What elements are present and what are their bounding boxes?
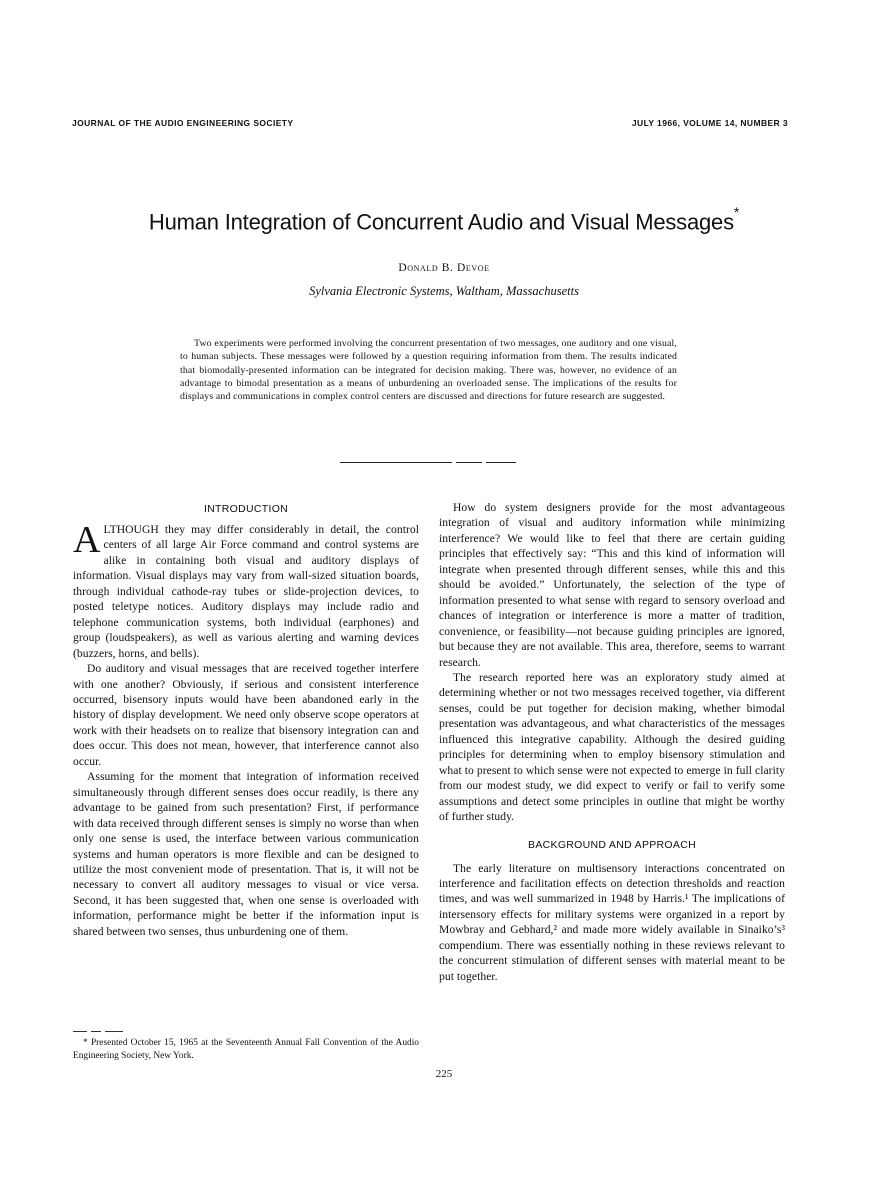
section-heading-background: BACKGROUND AND APPROACH xyxy=(528,838,696,851)
paragraph: How do system designers provide for the most advantageous integration of visual and auditory information while minimizing interference? We would like to feel that there are certain guiding principles that effectively say: “This and this kind of information will integrate when presented through different senses, while this and this should be avoided.” Unfortunately, the selection of the type of information presented to what sense with regard to sensory overload and chances of integration or interference is more a matter of tradition, convenience, or feasibility—not because guiding principles are ignored, but because they are not available. This area, therefore, seems to warrant research. xyxy=(439,501,785,669)
footnote-rule xyxy=(73,1031,123,1032)
page-number: 225 xyxy=(435,1068,453,1080)
paragraph-text: LTHOUGH they may differ considerably in detail, the control centers of all large Air Force command and control systems are alike in containing both visual and auditory displays of information. Visual displays may vary from wall-sized situation boards, through individual cathode-ray tubes or slide-projection devices, to posted teletype notices. Auditory displays may include radio and telephone communication systems, both individual (earphones) and group (loudspeakers), as well as various alerting and warning devices (buzzers, horns, and bells). xyxy=(73,523,419,660)
left-column xyxy=(73,503,419,939)
journal-name: JOURNAL OF THE AUDIO ENGINEERING SOCIETY xyxy=(72,118,294,128)
title-footnote-mark: * xyxy=(733,204,740,220)
paper-title-text: Human Integration of Concurrent Audio and Visual Messages xyxy=(148,209,734,235)
footnote: * Presented October 15, 1965 at the Seventeenth Annual Fall Convention of the Audio Engineering Society, New York. xyxy=(73,1038,419,1061)
section-divider xyxy=(340,462,516,463)
paragraph: Do auditory and visual messages that are received together interfere with one another? Obviously, if serious and consistent interference occurred, bisensory inputs would have been abandoned early in the history of display development. We need only observe scope operators at work with their headsets on to realize that bisensory integration can and does occur. This does not mean, however, that interference cannot also occur. xyxy=(73,662,419,768)
section-heading-introduction: INTRODUCTION xyxy=(203,503,289,515)
right-column xyxy=(439,500,785,984)
paragraph xyxy=(73,519,419,661)
drop-cap: A xyxy=(73,519,101,561)
paragraph: Assuming for the moment that integration of information received simultaneously through different senses does occur readily, is there any advantage to be gained from such presentation? First, if performance with data received through different senses is simply no worse than when only one sense is used, the interface between various communication systems and human operators is more flexible and can be designed to utilize the most convenient mode of presentation. That is, it will not be necessary to convert all auditory messages to visual or vice versa. Second, it has been suggested that, when one sense is overloaded with information, performance might be better if the information input is shared between two senses, thus unburdening one of them. xyxy=(73,770,419,938)
paper-title xyxy=(0,204,888,235)
abstract: Two experiments were performed involving the concurrent presentation of two messages, one auditory and one visual, to human subjects. These messages were followed by a question requiring information from them. The results indicated that biomodally-presented information can be integrated for decision making. There was, however, no evidence of an advantage to bimodal presentation as a means of unburdening an overloaded sense. The implications of the results for displays and communications in complex control centers are discussed and directions for future research are suggested. xyxy=(180,338,677,403)
paragraph: The research reported here was an exploratory study aimed at determining whether or not two messages received together, via different senses, could be put together for decision making, whether bimodal presentation was advantageous, and what characteristics of the messages influenced this integrative capability. Although the desired guiding principles for determining when to employ bisensory stimulation and what to present to which sense were not expected to emerge in full clarity from our modest study, we did expect to verify or fail to verify some assumptions and detect some principles in outline that might be worthy of further study. xyxy=(439,670,785,824)
author-affiliation: Sylvania Electronic Systems, Waltham, Massachusetts xyxy=(309,284,579,298)
paragraph: The early literature on multisensory interactions concentrated on interference and facilitation effects on detection thresholds and reaction times, and was well summarized in 1948 by Harris.¹ The implications of intersensory effects for military systems were organized in a report by Mowbray and Gebhard,² and made more widely available in Sinaiko’s³ compendium. There was essentially nothing in these reviews relevant to the concurrent stimulation of different senses with material meant to be put together. xyxy=(439,861,785,983)
author-name: Donald B. Devoe xyxy=(398,262,490,274)
issue-info: JULY 1966, VOLUME 14, NUMBER 3 xyxy=(631,118,788,128)
